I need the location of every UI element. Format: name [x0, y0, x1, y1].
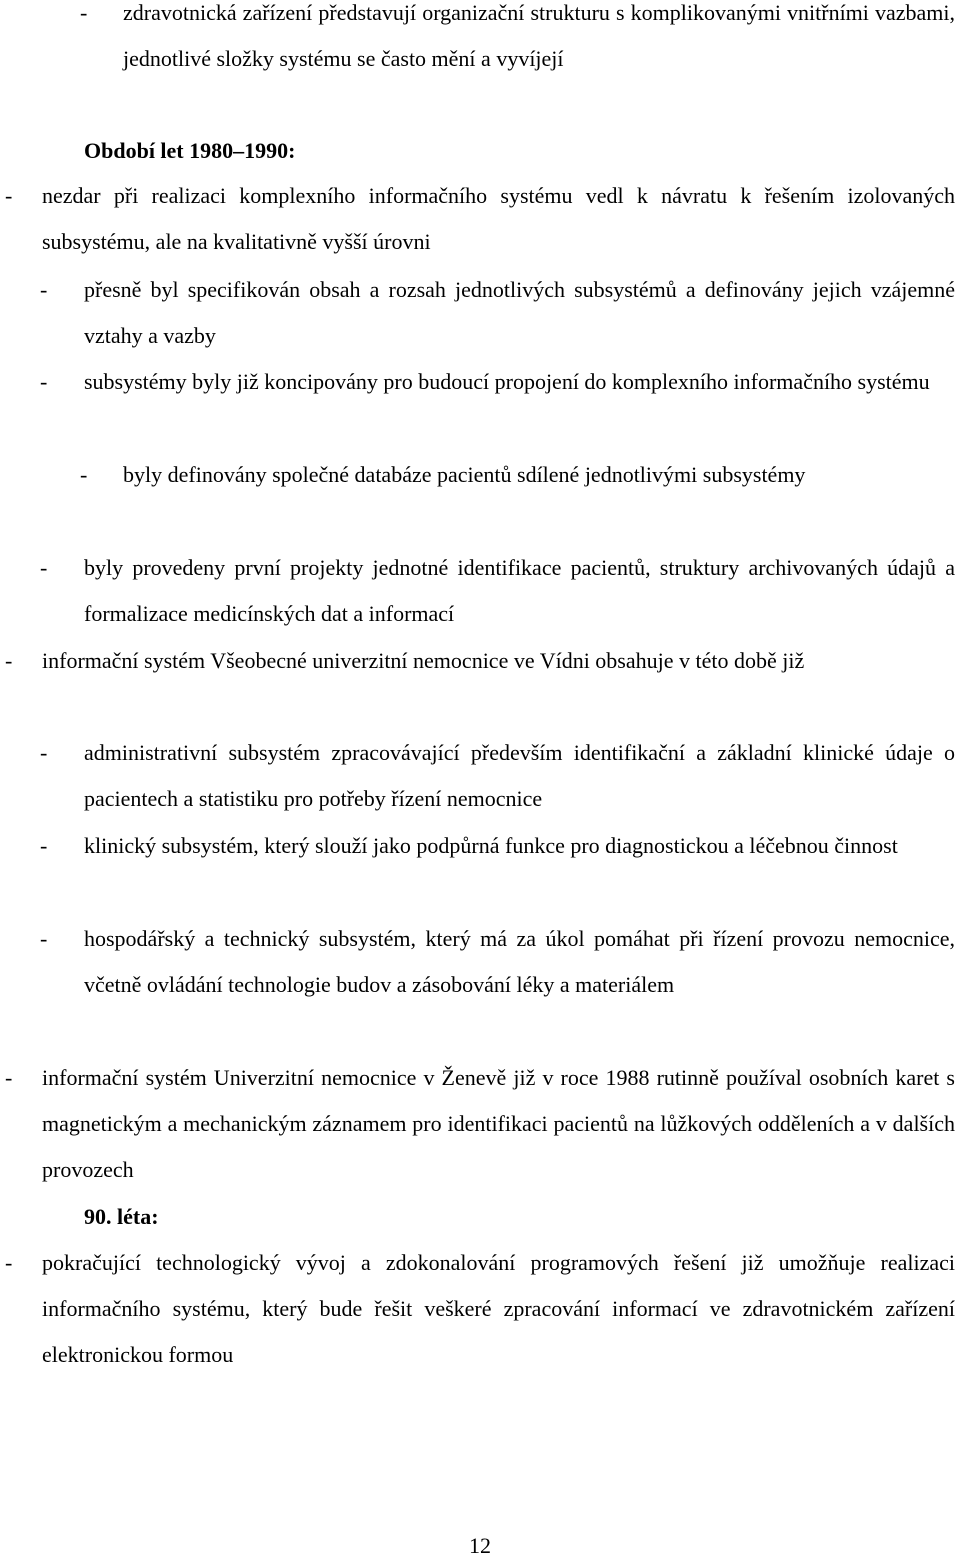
bullet-dash: -	[5, 1065, 13, 1090]
list-item	[80, 0, 955, 82]
list-item-text: byly provedeny první projekty jednotné identifikace pacientů, struktury archivovaných údajů a formalizace medicínských dat a informací	[84, 555, 955, 627]
page-number: 12	[469, 1533, 491, 1558]
list-item	[5, 1055, 955, 1194]
list-item-text: zdravotnická zařízení představují organizační strukturu s komplikovanými vnitřními vazbami, jednotlivé složky systému se často mění a vyvíjejí	[123, 0, 955, 72]
list-item-text: informační systém Univerzitní nemocnice v Ženevě již v roce 1988 rutinně používal osobních karet s magnetickým a mechanickým záznamem pro identifikaci pacientů na lůžkových odděleních a v dalších provozech	[42, 1065, 955, 1183]
list-item	[80, 452, 955, 498]
bullet-dash: -	[40, 369, 48, 394]
bullet-dash: -	[80, 0, 88, 25]
list-item-text: informační systém Všeobecné univerzitní nemocnice ve Vídni obsahuje v této době již	[42, 648, 805, 673]
list-item-text: pokračující technologický vývoj a zdokonalování programových řešení již umožňuje realizaci informačního systému, který bude řešit veškeré zpracování informací ve zdravotnickém zařízení elektronickou formou	[42, 1250, 955, 1368]
list-item	[5, 638, 955, 684]
list-item-text: administrativní subsystém zpracovávající především identifikační a základní klinické údaje o pacientech a statistiku pro potřeby řízení nemocnice	[84, 740, 955, 812]
list-item-text: klinický subsystém, který slouží jako podpůrná funkce pro diagnostickou a léčebnou činnost	[84, 833, 898, 858]
list-item	[40, 730, 955, 822]
bullet-dash: -	[40, 926, 48, 951]
bullet-dash: -	[80, 462, 88, 487]
list-item	[40, 545, 955, 637]
bullet-dash: -	[40, 555, 48, 580]
list-item-text: hospodářský a technický subsystém, který má za úkol pomáhat při řízení provozu nemocnice, včetně ovládání technologie budov a zásobování léky a materiálem	[84, 926, 955, 998]
bullet-dash: -	[5, 183, 13, 208]
bullet-dash: -	[40, 277, 48, 302]
list-item-text: přesně byl specifikován obsah a rozsah jednotlivých subsystémů a definovány jejich vzájemné vztahy a vazby	[84, 277, 955, 349]
section-heading: Období let 1980–1990:	[84, 138, 296, 163]
list-item	[5, 173, 955, 265]
list-item	[40, 267, 955, 359]
bullet-dash: -	[5, 1250, 13, 1275]
list-item-text: nezdar při realizaci komplexního informačního systému vedl k návratu k řešením izolovaných subsystému, ale na kvalitativně vyšší úrovni	[42, 183, 955, 255]
section-heading: 90. léta:	[84, 1204, 159, 1229]
list-item-text: byly definovány společné databáze pacientů sdílené jednotlivými subsystémy	[123, 462, 806, 487]
list-item	[5, 1240, 955, 1379]
bullet-dash: -	[40, 833, 48, 858]
bullet-dash: -	[5, 648, 13, 673]
list-item	[40, 823, 955, 869]
list-item	[40, 916, 955, 1008]
bullet-dash: -	[40, 740, 48, 765]
list-item	[40, 359, 955, 405]
list-item-text: subsystémy byly již koncipovány pro budoucí propojení do komplexního informačního systému	[84, 369, 930, 394]
